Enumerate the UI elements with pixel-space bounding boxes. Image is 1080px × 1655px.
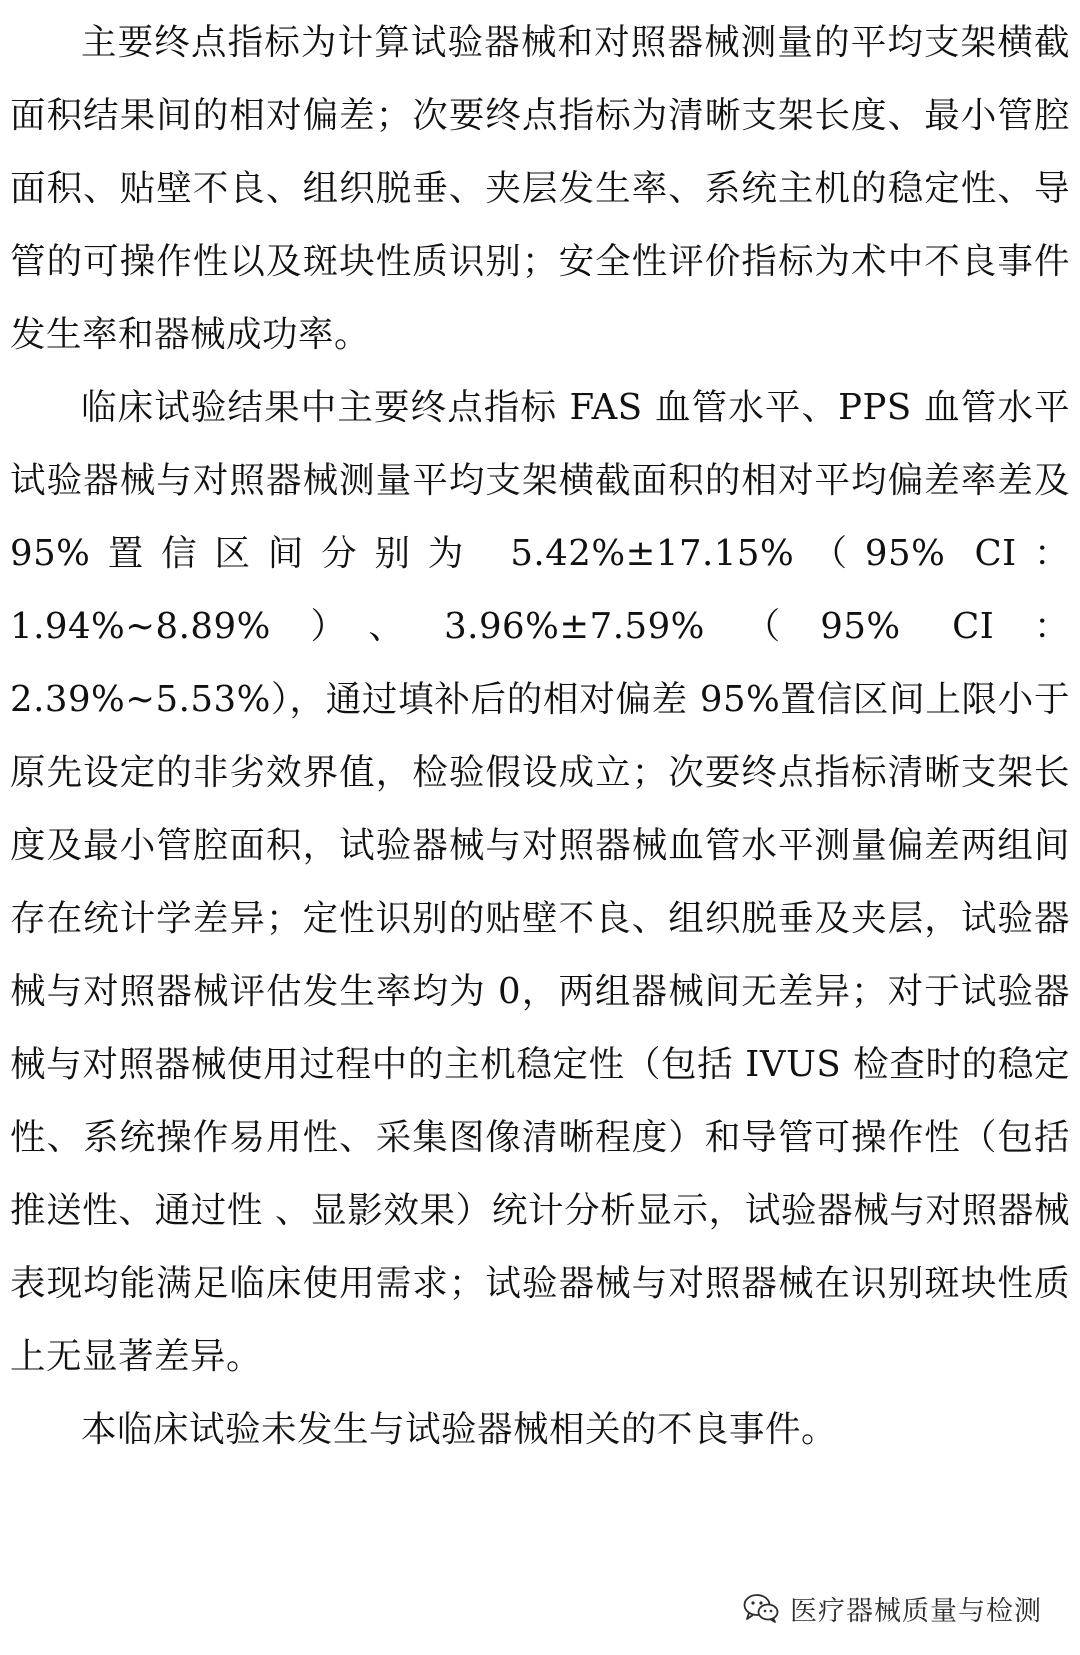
document-body bbox=[10, 6, 1070, 1466]
account-watermark bbox=[742, 1588, 1042, 1628]
paragraph-results: 临床试验结果中主要终点指标 FAS 血管水平、PPS 血管水平试验器械与对照器械测量平均支架横截面积的相对平均偏差率差及 95%置信区间分别为 5.42%±17.15%（95% CI：1.94%~8.89%）、3.96%±7.59%（95% CI：2.39%~5.53%），通过填补后的相对偏差 95%置信区间上限小于原先设定的非劣效界值，检验假设成立；次要终点指标清晰支架长度及最小管腔面积，试验器械与对照器械血管水平测量偏差两组间存在统计学差异；定性识别的贴壁不良、组织脱垂及夹层，试验器械与对照器械评估发生率均为 0，两组器械间无差异；对于试验器械与对照器械使用过程中的主机稳定性（包括 IVUS 检查时的稳定性、系统操作易用性、采集图像清晰程度）和导管可操作性（包括推送性、通过性 、显影效果）统计分析显示，试验器械与对照器械表现均能满足临床使用需求；试验器械与对照器械在识别斑块性质上无显著差异。 bbox=[10, 387, 1070, 1377]
wechat-icon bbox=[742, 1592, 780, 1624]
watermark-label: 医疗器械质量与检测 bbox=[790, 1595, 1042, 1627]
paragraph-adverse-events: 本临床试验未发生与试验器械相关的不良事件。 bbox=[81, 1409, 838, 1450]
paragraph-endpoints: 主要终点指标为计算试验器械和对照器械测量的平均支架横截面积结果间的相对偏差；次要终点指标为清晰支架长度、最小管腔面积、贴壁不良、组织脱垂、夹层发生率、系统主机的稳定性、导管的可操作性以及斑块性质识别；安全性评价指标为术中不良事件发生率和器械成功率。 bbox=[10, 22, 1070, 355]
